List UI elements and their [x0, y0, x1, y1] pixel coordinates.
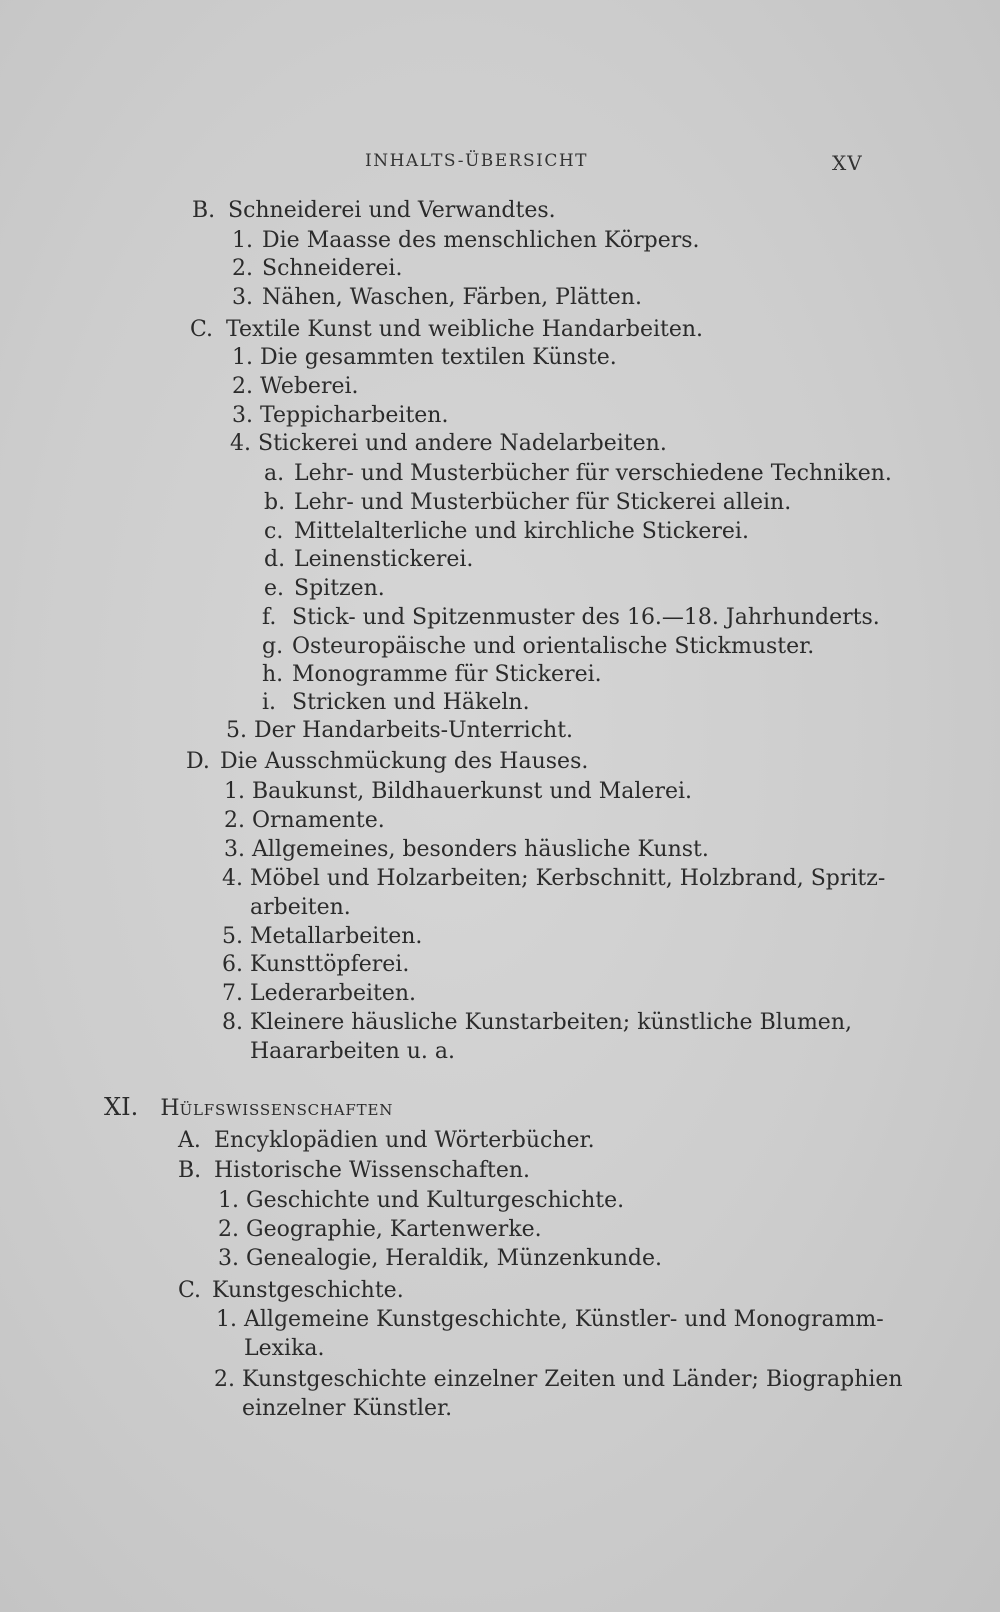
toc-entry-continuation: einzelner Künstler. — [242, 1396, 453, 1421]
toc-entry — [232, 403, 448, 429]
toc-entry — [222, 1010, 852, 1036]
toc-entry-label: 2. — [232, 374, 253, 399]
toc-entry — [218, 1246, 662, 1272]
toc-entry — [192, 198, 556, 224]
toc-entry-label: 8. — [222, 1010, 243, 1035]
toc-entry-label: 3. — [224, 837, 245, 862]
toc-entry — [214, 1367, 903, 1393]
toc-entry-label: h. — [262, 662, 284, 687]
toc-entry — [190, 317, 703, 343]
toc-entry-label: e. — [264, 576, 285, 601]
toc-entry-text: Allgemeines, besonders häusliche Kunst. — [252, 837, 709, 862]
toc-entry-text: Allgemeine Kunstgeschichte, Künstler- und Monogramm- — [244, 1307, 884, 1332]
page-number: XV — [832, 151, 863, 175]
toc-entry-text: Geographie, Kartenwerke. — [246, 1217, 542, 1242]
toc-entry-continuation: arbeiten. — [250, 895, 351, 920]
toc-entry-label: 2. — [214, 1367, 235, 1392]
toc-entry-label: b. — [264, 490, 286, 515]
toc-entry-text: Stick- und Spitzenmuster des 16.—18. Jahrhunderts. — [292, 605, 880, 630]
toc-entry-text: Baukunst, Bildhauerkunst und Malerei. — [252, 779, 693, 804]
toc-entry-label: a. — [264, 461, 285, 486]
toc-entry-label: A. — [178, 1128, 201, 1153]
toc-entry-label: 6. — [222, 952, 243, 977]
section-heading-xi — [104, 1093, 393, 1121]
toc-entry — [262, 634, 814, 660]
toc-entry-text: Stickerei und andere Nadelarbeiten. — [258, 431, 667, 456]
toc-entry-label: B. — [192, 198, 216, 223]
toc-entry — [222, 952, 409, 978]
toc-entry-text: Osteuropäische und orientalische Stickmuster. — [292, 634, 815, 659]
toc-entry-label: C. — [190, 317, 214, 342]
toc-entry — [222, 924, 422, 950]
toc-entry — [218, 1217, 542, 1243]
toc-entry-text: Lederarbeiten. — [250, 981, 417, 1006]
toc-entry-label: c. — [264, 519, 284, 544]
toc-entry-label: 1. — [232, 228, 253, 253]
toc-entry — [222, 866, 885, 892]
toc-entry — [264, 576, 385, 602]
toc-entry — [264, 547, 473, 573]
toc-entry — [232, 228, 700, 254]
toc-entry-text: Encyklopädien und Wörterbücher. — [214, 1128, 595, 1153]
toc-entry — [222, 981, 416, 1007]
toc-entry — [178, 1158, 530, 1184]
toc-entry-text: Kunsttöpferei. — [250, 952, 410, 977]
toc-entry-text: Stricken und Häkeln. — [292, 690, 530, 715]
toc-entry-label: 1. — [216, 1307, 237, 1332]
toc-entry-label: B. — [178, 1158, 202, 1183]
toc-entry-text: Der Handarbeits-Unterricht. — [254, 718, 574, 743]
toc-entry-label: 2. — [218, 1217, 239, 1242]
section-title-rest: ÜLFSWISSENSCHAFTEN — [179, 1101, 394, 1119]
toc-entry-text: Ornamente. — [252, 808, 385, 833]
toc-entry-text: Kleinere häusliche Kunstarbeiten; künstliche Blumen, — [250, 1010, 852, 1035]
toc-entry — [216, 1307, 884, 1333]
toc-entry — [262, 662, 602, 688]
toc-entry-text: Spitzen. — [294, 576, 385, 601]
toc-entry-text: Schneiderei und Verwandtes. — [228, 198, 556, 223]
toc-entry-text: Kunstgeschichte einzelner Zeiten und Länder; Biographien — [242, 1367, 903, 1392]
toc-entry-text: Kunstgeschichte. — [212, 1278, 404, 1303]
toc-entry-label: d. — [264, 547, 286, 572]
toc-entry-label: D. — [186, 749, 210, 774]
toc-entry-label: C. — [178, 1278, 202, 1303]
toc-entry-label: 3. — [232, 403, 253, 428]
toc-entry-text: Die Ausschmückung des Hauses. — [220, 749, 589, 774]
toc-entry — [232, 345, 617, 371]
toc-entry — [264, 461, 892, 487]
toc-entry — [264, 490, 791, 516]
toc-entry — [226, 718, 573, 744]
toc-entry-text: Die Maasse des menschlichen Körpers. — [262, 228, 700, 253]
toc-entry — [262, 605, 880, 631]
toc-entry-text: Die gesammten textilen Künste. — [260, 345, 617, 370]
toc-entry-text: Geschichte und Kulturgeschichte. — [246, 1188, 625, 1213]
section-numeral: XI. — [104, 1093, 139, 1121]
toc-entry-label: 3. — [218, 1246, 239, 1271]
toc-entry-text: Genealogie, Heraldik, Münzenkunde. — [246, 1246, 663, 1271]
toc-entry-text: Monogramme für Stickerei. — [292, 662, 602, 687]
toc-entry-label: 1. — [218, 1188, 239, 1213]
toc-entry-text: Textile Kunst und weibliche Handarbeiten. — [226, 317, 704, 342]
toc-entry — [232, 285, 642, 311]
toc-entry — [264, 519, 749, 545]
toc-entry — [224, 837, 709, 863]
toc-entry — [232, 374, 359, 400]
toc-entry — [186, 749, 588, 775]
toc-entry-label: 4. — [222, 866, 243, 891]
toc-entry — [232, 256, 402, 282]
toc-entry-text: Metallarbeiten. — [250, 924, 423, 949]
toc-entry-text: Lehr- und Musterbücher für verschiedene Techniken. — [294, 461, 892, 486]
toc-entry-label: 3. — [232, 285, 253, 310]
section-title-initial: H — [160, 1096, 180, 1121]
toc-entry-text: Teppicharbeiten. — [260, 403, 449, 428]
running-header-title: INHALTS-ÜBERSICHT — [365, 151, 589, 171]
toc-entry-text: Möbel und Holzarbeiten; Kerbschnitt, Holzbrand, Spritz- — [250, 866, 886, 891]
toc-entry-continuation: Lexika. — [244, 1336, 325, 1361]
toc-entry-label: i. — [262, 690, 277, 715]
toc-entry-label: 4. — [230, 431, 251, 456]
toc-entry-label: 5. — [222, 924, 243, 949]
toc-entry-label: 5. — [226, 718, 247, 743]
toc-entry-label: g. — [262, 634, 284, 659]
toc-entry-continuation: Haararbeiten u. a. — [250, 1039, 455, 1064]
toc-entry-text: Schneiderei. — [262, 256, 403, 281]
toc-entry-label: f. — [262, 605, 277, 630]
toc-entry-label: 2. — [224, 808, 245, 833]
toc-entry — [178, 1278, 404, 1304]
toc-entry-text: Historische Wissenschaften. — [214, 1158, 531, 1183]
toc-entry — [218, 1188, 624, 1214]
toc-entry-text: Mittelalterliche und kirchliche Stickerei. — [294, 519, 749, 544]
toc-entry-label: 2. — [232, 256, 253, 281]
toc-entry-text: Lehr- und Musterbücher für Stickerei allein. — [294, 490, 792, 515]
toc-entry — [262, 690, 530, 716]
toc-entry-text: Leinenstickerei. — [294, 547, 474, 572]
toc-entry-text: Weberei. — [260, 374, 359, 399]
toc-entry-label: 1. — [232, 345, 253, 370]
toc-entry-text: Nähen, Waschen, Färben, Plätten. — [262, 285, 642, 310]
toc-entry — [178, 1128, 595, 1154]
toc-entry — [230, 431, 667, 457]
toc-entry — [224, 808, 385, 834]
toc-entry — [224, 779, 692, 805]
toc-entry-label: 7. — [222, 981, 243, 1006]
toc-entry-label: 1. — [224, 779, 245, 804]
